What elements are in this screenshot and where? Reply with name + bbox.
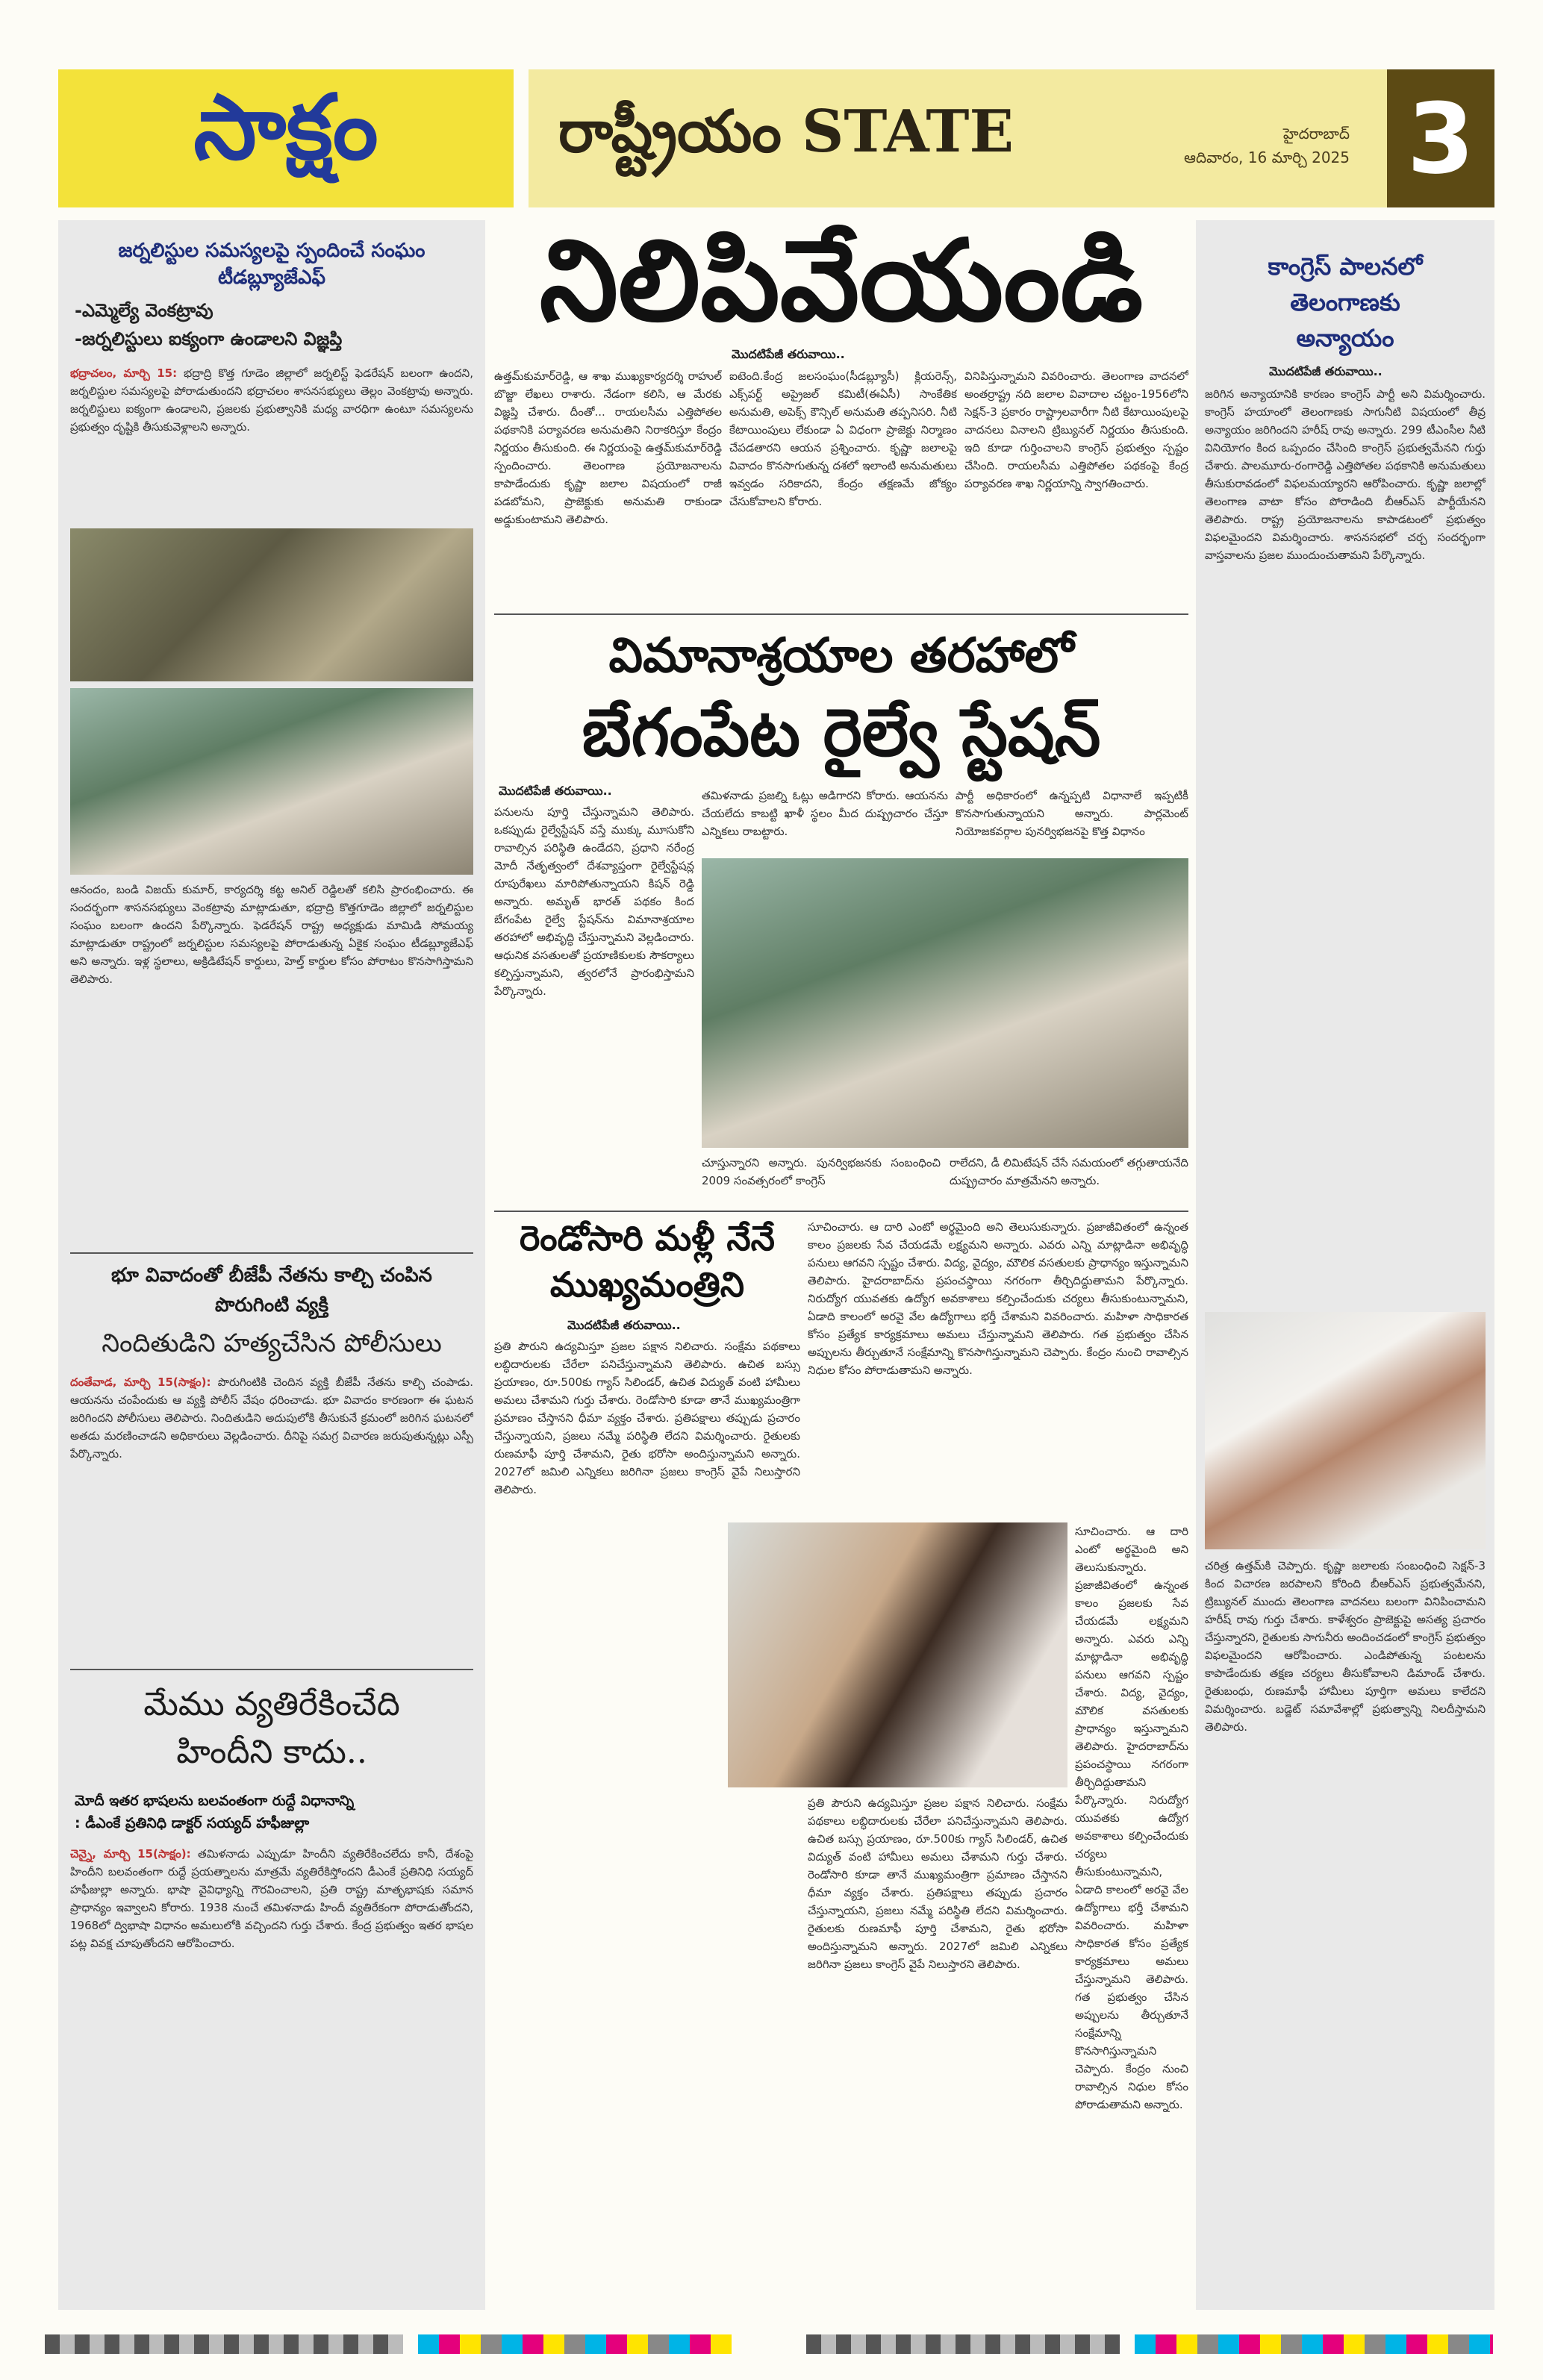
cm-byline: మొదటిపేజీ తరువాయి.. xyxy=(567,1318,681,1332)
story2-sub: నిందితుడిని హత్యచేసిన పోలీసులు xyxy=(102,1328,442,1358)
rail-headline-1: విమానాశ్రయాల తరహాలో xyxy=(608,628,1074,684)
cm-col-2-top: సూచించారు. ఆ దారి ఎంటో అర్థమైంది అని తెలుసుకున్నారు. ప్రజాజీవితంలో ఉన్నంత కాలం ప్రజలకు సేవ చేయడమే లక్ష్యమని అన్నారు. ఎవరు ఎన్ని మాట్లాడినా అభివృద్ధి పనులు ఆగవని స్పష్టం చేశారు. విద్య, వైద్యం, మౌలిక వసతులకు ప్రాధాన్యం ఇస్తున్నామని తెలిపారు. హైదరాబాద్‌ను ప్రపంచస్థాయి నగరంగా తీర్చిదిద్దుతామని పేర్కొన్నారు. నిరుద్యోగ యువతకు ఉద్యోగ అవకాశాలు కల్పించేందుకు చర్యలు తీసుకుంటున్నామని, ఏడాది కాలంలో అరవై వేల ఉద్యోగాలు భర్తీ చేశామని వివరించారు. మహిళా సాధికారత కోసం ప్రత్యేక కార్యక్రమాలు అమలు చేస్తున్నామని తెలిపారు. గత ప్రభుత్వం చేసిన అప్పులను తీర్చుతూనే సంక్షేమాన్ని కొనసాగిస్తున్నామని చెప్పారు. కేంద్రం నుంచి రావాల్సిన నిధుల కోసం పోరాడుతామని అన్నారు. xyxy=(808,1220,1188,1377)
story1-body-top xyxy=(70,364,473,521)
right-headline-2: తెలంగాణకు xyxy=(1290,288,1400,316)
cm-photo xyxy=(728,1522,1067,1787)
logo-box xyxy=(58,69,514,207)
right-headline-3: అన్యాయం xyxy=(1296,324,1394,352)
cm-headline-2: ముఖ్యమంత్రిని xyxy=(549,1264,745,1305)
story3-sub1: మోదీ ఇతర భాషలను బలవంతంగా రుద్దే విధానాన్ని xyxy=(75,1793,355,1809)
cm-col-2-bottom: ప్రతి పౌరుని ఉద్యమిస్తూ ప్రజల పక్షాన నిలిచారు. సంక్షేమ పథకాలు లబ్ధిదారులకు చేరేలా పనిచేస్తున్నామని తెలిపారు. ఉచిత బస్సు ప్రయాణం, రూ.500కు గ్యాస్ సిలిండర్, ఉచిత విద్యుత్ వంటి హామీలు అమలు చేశామని గుర్తు చేశారు. రెండోసారి కూడా తానే ముఖ్యమంత్రిగా ప్రమాణం చేస్తానని ధీమా వ్యక్తం చేశారు. ప్రతిపక్షాలు తప్పుడు ప్రచారం చేస్తున్నాయని, ప్రజలు నమ్మే పరిస్థితి లేదని విమర్శించారు. రైతులకు రుణమాఫీ పూర్తి చేశామని, రైతు భరోసా అందిస్తున్నామని అన్నారు. 2027లో జమిలి ఎన్నికలు జరిగినా ప్రజలు కాంగ్రెస్ వైపే నిలుస్తారని తెలిపారు. xyxy=(808,1796,1067,1971)
lead-headline: నిలిపివేయండి xyxy=(539,216,1144,346)
print-color-bar xyxy=(1135,2334,1493,2354)
print-color-bar xyxy=(418,2334,732,2354)
divider xyxy=(494,1211,1188,1212)
rail-headline-2: బేగంపేట రైల్వే స్టేషన్ xyxy=(582,694,1101,771)
section-title: రాష్ట్రీయం STATE xyxy=(558,97,1014,166)
rail-col-2: తమిళనాడు ప్రజల్ని ఓట్లు అడిగారని కోరారు. ఆయనను చేయలేదు కాబట్టి ఖాళీ స్థలం మీద దుష్ప్రచారం చేస్తూ ఎన్నికలు రాబట్టారు. xyxy=(702,789,948,838)
rail-caption-2: రాలేదని, డీ లిమిటేషన్ చేసే సమయంలో తగ్గుతాయనేది దుష్ప్రచారం మాత్రమేనని అన్నారు. xyxy=(950,1156,1188,1187)
story1-sub1: -ఎమ్మెల్యే వెంకట్రావు xyxy=(75,300,213,321)
story1-dateline: భద్రాచలం, మార్చి 15: xyxy=(70,366,178,380)
cm-headline-1: రెండోసారి మళ్లీ నేనే xyxy=(520,1218,775,1258)
story2-headline-1: భూ వివాదంతో బీజేపీ నేతను కాల్చి చంపిన xyxy=(111,1264,432,1287)
cm-col-2-side: సూచించారు. ఆ దారి ఎంటో అర్థమైంది అని తెలుసుకున్నారు. ప్రజాజీవితంలో ఉన్నంత కాలం ప్రజలకు సేవ చేయడమే లక్ష్యమని అన్నారు. ఎవరు ఎన్ని మాట్లాడినా అభివృద్ధి పనులు ఆగవని స్పష్టం చేశారు. విద్య, వైద్యం, మౌలిక వసతులకు ప్రాధాన్యం ఇస్తున్నామని తెలిపారు. హైదరాబాద్‌ను ప్రపంచస్థాయి నగరంగా తీర్చిదిద్దుతామని పేర్కొన్నారు. నిరుద్యోగ యువతకు ఉద్యోగ అవకాశాలు కల్పించేందుకు చర్యలు తీసుకుంటున్నామని, ఏడాది కాలంలో అరవై వేల ఉద్యోగాలు భర్తీ చేశామని వివరించారు. మహిళా సాధికారత కోసం ప్రత్యేక కార్యక్రమాలు అమలు చేస్తున్నామని తెలిపారు. గత ప్రభుత్వం చేసిన అప్పులను తీర్చుతూనే సంక్షేమాన్ని కొనసాగిస్తున్నామని చెప్పారు. కేంద్రం నుంచి రావాల్సిన నిధుల కోసం పోరాడుతామని అన్నారు. xyxy=(1075,1525,1188,2111)
page-number: 3 xyxy=(1387,69,1494,207)
rail-photo xyxy=(702,858,1188,1148)
right-byline: మొదటిపేజీ తరువాయి.. xyxy=(1269,364,1383,378)
story1-body-top-text: భద్రాద్రి కొత్త గూడెం జిల్లాలో జర్నలిస్ట్ ఫెడరేషన్ బలంగా ఉందని, జర్నలిస్టుల సమస్యలపై పోరాడుతుందని భద్రాచలం శాసనసభ్యులు తెల్లం వెంకట్రావు అన్నారు. జర్నలిస్టులు ఐక్యంగా ఉండాలని, ప్రజలకు ప్రభుత్వానికి మధ్య వారధిగా ఉంటూ సమస్యలను ప్రభుత్వం దృష్టికి తీసుకువెళ్లాలని అన్నారు. xyxy=(70,366,473,434)
divider xyxy=(70,1669,473,1670)
date: ఆదివారం, 16 మార్చి 2025 xyxy=(1184,149,1350,166)
lead-byline: మొదటిపేజీ తరువాయి.. xyxy=(732,347,845,361)
lead-col-1: ఉత్తమ్‌కుమార్‌రెడ్డి, ఆ శాఖ ముఖ్యకార్యదర్శి రాహుల్ బొజ్జా లేఖలు రాశారు. నేడంగా కలిసి, ఆ మేరకు విజ్ఞప్తి చేశారు. దీంతో... రాయలసీమ ఎత్తిపోతల పథకానికి పర్యావరణ అనుమతిని నిరాకరిస్తూ కేంద్రం నిర్ణయం తీసుకుంది. ఈ నిర్ణయంపై ఉత్తమ్‌కుమార్‌రెడ్డి స్పందించారు. తెలంగాణ ప్రయోజనాలను కాపాడేందుకు కృష్ణా జలాల విషయంలో రాజీ పడబోమని, ప్రాజెక్టుకు అనుమతి రాకుండా అడ్డుకుంటామని తెలిపారు. xyxy=(494,369,722,526)
right-body-2: చరిత్ర ఉత్తమ్‌కి చెప్పారు. కృష్ణా జలాలకు సంబంధించి సెక్షన్-3 కింద విచారణ జరపాలని కోరింది బీఆర్ఎస్ ప్రభుత్వమేనని, ట్రిబ్యునల్ ముందు తెలంగాణ వాదనలు బలంగా వినిపించామని హరీష్ రావు గుర్తు చేశారు. కాళేశ్వరం ప్రాజెక్టుపై అసత్య ప్రచారం చేస్తున్నారని, రైతులకు సాగునీరు అందించడంలో కాంగ్రెస్ ప్రభుత్వం విఫలమైందని ఆరోపించారు. ఎండిపోతున్న పంటలను కాపాడేందుకు తక్షణ చర్యలు తీసుకోవాలని డిమాండ్ చేశారు. రైతుబంధు, రుణమాఫీ హామీలు పూర్తిగా అమలు కాలేదని విమర్శించారు. బడ్జెట్ సమావేశాల్లో ప్రభుత్వాన్ని నిలదీస్తామని తెలిపారు. xyxy=(1205,1559,1486,1734)
story3-headline-1: మేము వ్యతిరేకించేది xyxy=(143,1685,400,1723)
print-color-bar xyxy=(806,2334,1120,2354)
divider xyxy=(494,613,1188,615)
right-body-1: జరిగిన అన్యాయానికి కారణం కాంగ్రెస్ పార్టీ అని విమర్శించారు. కాంగ్రెస్ హయాంలో తెలంగాణకు సాగునీటి విషయంలో తీవ్ర అన్యాయం జరిగిందని హరీష్ రావు అన్నారు. 299 టీఎంసీల నీటి వినియోగం కింద ఒప్పందం చేసింది కాంగ్రెస్ ప్రభుత్వమేనని గుర్తు చేశారు. పాలమూరు-రంగారెడ్డి ఎత్తిపోతల పథకానికి అనుమతులు తీసుకురావడంలో విఫలమయ్యారని ఆరోపించారు. కృష్ణా జలాల్లో తెలంగాణ వాటా కోసం పోరాడింది బీఆర్ఎస్ పార్టీయేనని తెలిపారు. రాష్ట్ర ప్రయోజనాలను కాపాడటంలో ప్రభుత్వం విఫలమైందని విమర్శించారు. శాసనసభలో చర్చ సందర్భంగా వాస్తవాలను ప్రజల ముందుంచుతామని పేర్కొన్నారు. xyxy=(1205,387,1486,562)
story3-headline-2: హిందీని కాదు.. xyxy=(176,1733,367,1771)
section-band xyxy=(529,69,1494,207)
cm-col-1: ప్రతి పౌరుని ఉద్యమిస్తూ ప్రజల పక్షాన నిలిచారు. సంక్షేమ పథకాలు లబ్ధిదారులకు చేరేలా పనిచేస్తున్నామని తెలిపారు. ఉచిత బస్సు ప్రయాణం, రూ.500కు గ్యాస్ సిలిండర్, ఉచిత విద్యుత్ వంటి హామీలు అమలు చేశామని గుర్తు చేశారు. రెండోసారి కూడా తానే ముఖ్యమంత్రిగా ప్రమాణం చేస్తానని ధీమా వ్యక్తం చేశారు. ప్రతిపక్షాలు తప్పుడు ప్రచారం చేస్తున్నాయని, ప్రజలు నమ్మే పరిస్థితి లేదని విమర్శించారు. రైతులకు రుణమాఫీ పూర్తి చేశామని, రైతు భరోసా అందిస్తున్నామని అన్నారు. 2027లో జమిలి ఎన్నికలు జరిగినా ప్రజలు కాంగ్రెస్ వైపే నిలుస్తారని తెలిపారు. xyxy=(494,1340,800,1496)
story2-body-text: పొరుగింటికి చెందిన వ్యక్తి బీజేపీ నేతను కాల్చి చంపాడు. ఆయనను చంపేందుకు ఆ వ్యక్తి పోలీస్ వేషం ధరించాడు. భూ వివాదం కారణంగా ఈ ఘటన జరిగిందని పోలీసులు తెలిపారు. నిందితుడిని అదుపులోకి తీసుకునే క్రమంలో జరిగిన ఘటనలో అతడు మరణించాడని అధికారులు వెల్లడించారు. దీనిపై సమగ్ర విచారణ జరుపుతున్నట్లు ఎస్పీ పేర్కొన్నారు. xyxy=(70,1375,473,1461)
story1-sub2: -జర్నలిస్టులు ఐక్యంగా ఉండాలని విజ్ఞప్తి xyxy=(75,328,343,349)
story1-body-bottom: ఆనందం, బండి విజయ్ కుమార్, కార్యదర్శి కట్ట అనిల్ రెడ్డిలతో కలిసి ప్రారంభించారు. ఈ సందర్భంగా శాసనసభ్యులు వెంకట్రావు మాట్లాడుతూ, భద్రాద్రి కొత్తగూడెం జిల్లాలో జర్నలిస్టుల సంఘం బలంగా ఉందని పేర్కొన్నారు. ఫెడరేషన్ రాష్ట్ర అధ్యక్షుడు మామిడి సోమయ్య మాట్లాడుతూ రాష్ట్రంలో జర్నలిస్టుల సమస్యలపై పోరాడుతున్న ఏకైక సంఘం టీడబ్ల్యూజేఎఫ్ అని అన్నారు. ఇళ్ల స్థలాలు, అక్రిడిటేషన్ కార్డులు, హెల్త్ కార్డుల కోసం పోరాటం కొనసాగిస్తామని తెలిపారు. xyxy=(70,883,473,986)
lead-col-2: ఐటెంది.కేంద్ర జలసంఘం(సీడబ్ల్యూసీ) క్లియరెన్స్, ఎక్స్‌పర్ట్ అప్రైజల్ కమిటీ(ఈఏసీ) సాంకేతిక అనుమతి, అపెక్స్ కౌన్సిల్ అనుమతి తప్పనిసరి. నీటి కేటాయింపులు లేకుండా ఏ విధంగా ప్రాజెక్టు నిర్మాణం చేపడతారని ఆయన ప్రశ్నించారు. కృష్ణా జలాలపై వివాదం కొనసాగుతున్న దశలో ఇలాంటి అనుమతులు ఇవ్వడం సరికాదని, కేంద్రం తక్షణమే జోక్యం చేసుకోవాలని కోరారు. xyxy=(729,369,957,508)
city: హైదరాబాద్ xyxy=(1282,125,1350,143)
story1-photo-handover xyxy=(70,688,473,875)
story1-photo-group xyxy=(70,528,473,681)
story2-body xyxy=(70,1373,473,1664)
story2-dateline: దంతేవాడ, మార్చి 15(సాక్షం): xyxy=(70,1375,211,1389)
masthead xyxy=(58,69,1494,207)
lead-col-3: వినిపిస్తున్నామని వివరించారు. తెలంగాణ వాదనలో అంతర్రాష్ట్ర నది జలాల వివాదాల చట్టం-1956లోని సెక్షన్-3 ప్రకారం రాష్ట్రాలవారీగా నీటి కేటాయింపులపై వాదనలు వినాలని ట్రిబ్యునల్ నిర్ణయం తీసుకుంది. ఇది కూడా గుర్తించాలని కాంగ్రెస్ ప్రభుత్వం స్పష్టం చేసింది. రాయలసీమ ఎత్తిపోతల పథకంపై కేంద్ర పర్యావరణ శాఖ నిర్ణయాన్ని స్వాగతించారు. xyxy=(964,369,1188,490)
right-photo xyxy=(1205,1312,1486,1549)
rail-col-3: పార్టీ అధికారంలో ఉన్నప్పటి విధానాలే ఇప్పటికీ కొనసాగుతున్నాయని అన్నారు. పార్లమెంట్ నియోజకవర్గాల పునర్విభజనపై కొత్త విధానం xyxy=(956,789,1188,838)
story3-body xyxy=(70,1845,473,2300)
print-color-bar xyxy=(45,2334,403,2354)
dateline xyxy=(1171,122,1350,169)
rail-col-1: పనులను పూర్తి చేస్తున్నామని తెలిపారు. ఒకప్పుడు రైల్వేస్టేషన్ వస్తే ముక్కు మూసుకోని రావాల్సిన పరిస్థితి ఉండేదని, ప్రధాని నరేంద్ర మోదీ నేతృత్వంలో దేశవ్యాప్తంగా రైల్వేస్టేషన్ల రూపురేఖలు మారిపోతున్నాయని కిషన్ రెడ్డి అన్నారు. అమృత్ భారత్ పథకం కింద బేగంపేట రైల్వే స్టేషన్‌ను విమానాశ్రయాల తరహాలో అభివృద్ధి చేస్తున్నామని వెల్లడించారు. ఆధునిక వసతులతో ప్రయాణికులకు సౌకర్యాలు కల్పిస్తున్నామని, త్వరలోనే ప్రారంభిస్తామని పేర్కొన్నారు. xyxy=(494,805,694,998)
story3-body-text: తమిళనాడు ఎప్పుడూ హిందీని వ్యతిరేకించలేదు కానీ, దేశంపై హిందీని బలవంతంగా రుద్దే ప్రయత్నాలను మాత్రమే వ్యతిరేకిస్తోందని డీఎంకే ప్రతినిధి సయ్యద్ హఫీజుల్లా అన్నారు. భాషా వైవిధ్యాన్ని గౌరవించాలని, ప్రతి రాష్ట్ర మాతృభాషకు సమాన ప్రాధాన్యం ఇవ్వాలని కోరారు. 1938 నుంచే తమిళనాడు హిందీ వ్యతిరేకంగా పోరాడుతోందని, 1968లో ద్విభాషా విధానం అమలులోకి వచ్చిందని గుర్తు చేశారు. కేంద్ర ప్రభుత్వం ఇతర భాషల పట్ల వివక్ష చూపుతోందని ఆరోపించారు. xyxy=(70,1847,473,1950)
divider xyxy=(70,1252,473,1254)
story3-sub2: : డీఎంకే ప్రతినిధి డాక్టర్ సయ్యద్ హఫీజుల్లా xyxy=(75,1815,310,1831)
story1-headline: జర్నలిస్టుల సమస్యలపై స్పందించే సంఘం టీడబ్ల్యూజేఎఫ్ xyxy=(118,240,426,289)
story2-headline-2: పొరుగింటి వ్యక్తి xyxy=(214,1294,329,1317)
newspaper-logo: సాక్షం xyxy=(193,75,378,180)
story3-dateline: చెన్నై, మార్చి 15(సాక్షం): xyxy=(70,1847,191,1861)
rail-caption-1: చూస్తున్నారని అన్నారు. పునర్విభజనకు సంబంధించి 2009 సంవత్సరంలో కాంగ్రెస్ xyxy=(702,1156,941,1187)
rail-byline: మొదటిపేజీ తరువాయి.. xyxy=(499,784,612,798)
right-headline-1: కాంగ్రెస్ పాలనలో xyxy=(1268,252,1423,281)
